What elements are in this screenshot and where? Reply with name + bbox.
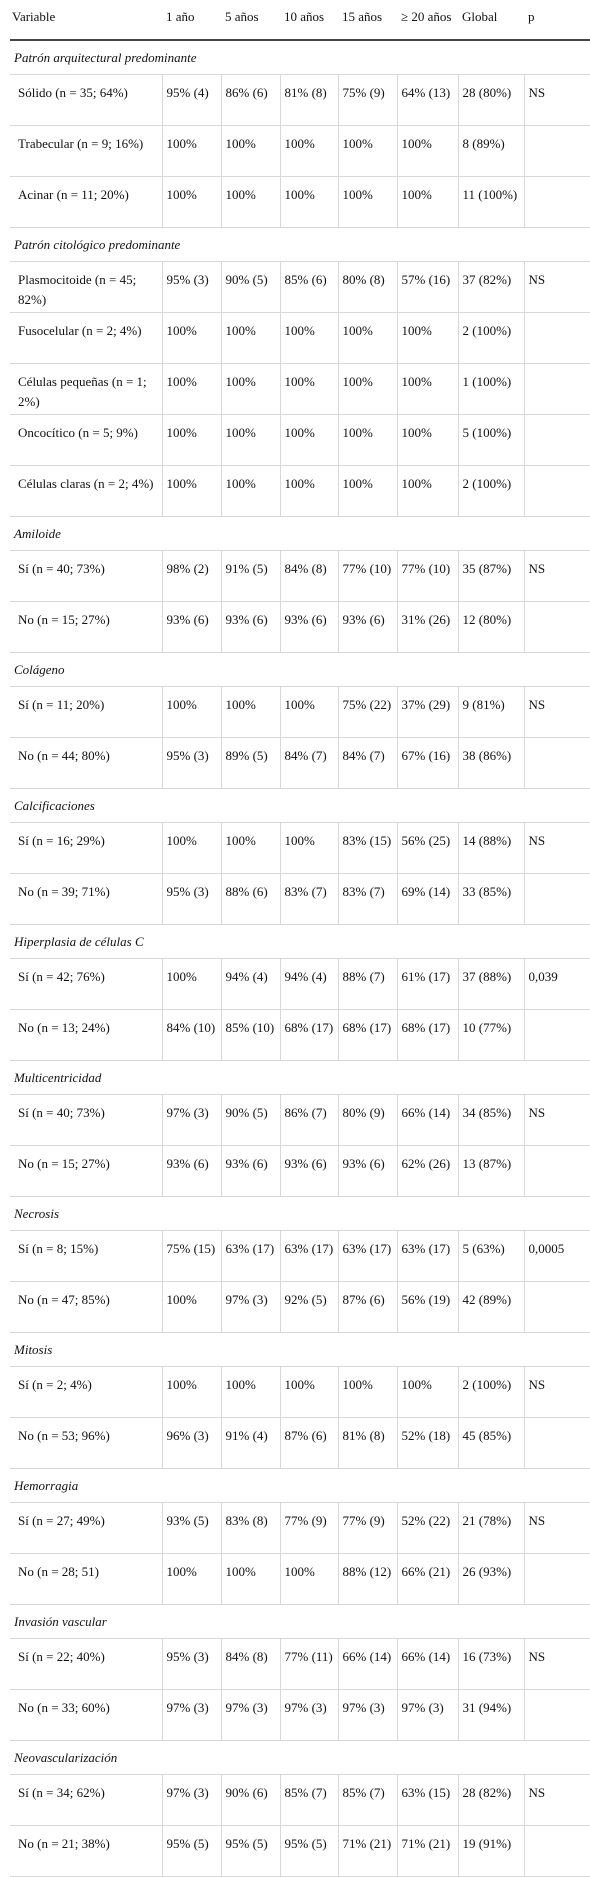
cell-5-years: 85% (10) [221, 1010, 280, 1061]
section-header-row [10, 653, 590, 687]
cell-p-value: NS [524, 1503, 590, 1554]
table-row [10, 415, 590, 466]
cell-20-plus-years: 71% (21) [397, 1826, 458, 1877]
section-title: Hemorragia [10, 1469, 590, 1503]
cell-global: 38 (86%) [458, 738, 524, 789]
cell-10-years: 92% (5) [280, 1282, 338, 1333]
cell-1-year: 93% (6) [162, 1146, 221, 1197]
cell-15-years: 87% (6) [338, 1282, 397, 1333]
cell-5-years: 100% [221, 823, 280, 874]
cell-5-years: 100% [221, 415, 280, 466]
cell-1-year: 100% [162, 1554, 221, 1605]
cell-1-year: 100% [162, 126, 221, 177]
cell-global: 33 (85%) [458, 874, 524, 925]
cell-1-year: 93% (5) [162, 1503, 221, 1554]
table-row [10, 738, 590, 789]
row-label: Sí (n = 2; 4%) [10, 1367, 162, 1418]
cell-5-years: 91% (5) [221, 551, 280, 602]
cell-p-value: NS [524, 687, 590, 738]
cell-20-plus-years: 66% (14) [397, 1095, 458, 1146]
section-header-row [10, 925, 590, 959]
cell-p-value: 0,0005 [524, 1231, 590, 1282]
row-label: Plasmocitoide (n = 45; 82%) [10, 262, 162, 313]
cell-1-year: 100% [162, 466, 221, 517]
cell-1-year: 98% (2) [162, 551, 221, 602]
cell-15-years: 80% (9) [338, 1095, 397, 1146]
cell-20-plus-years: 56% (19) [397, 1282, 458, 1333]
cell-1-year: 97% (3) [162, 1775, 221, 1826]
cell-5-years: 100% [221, 1554, 280, 1605]
cell-global: 28 (80%) [458, 75, 524, 126]
cell-10-years: 100% [280, 1554, 338, 1605]
row-label: Sí (n = 40; 73%) [10, 551, 162, 602]
cell-20-plus-years: 100% [397, 415, 458, 466]
header-10-years: 10 años [280, 0, 338, 40]
cell-1-year: 100% [162, 959, 221, 1010]
cell-10-years: 100% [280, 466, 338, 517]
row-label: No (n = 15; 27%) [10, 1146, 162, 1197]
table-row [10, 1690, 590, 1741]
cell-5-years: 100% [221, 687, 280, 738]
cell-15-years: 84% (7) [338, 738, 397, 789]
cell-10-years: 95% (5) [280, 1826, 338, 1877]
cell-global: 28 (82%) [458, 1775, 524, 1826]
table-row [10, 874, 590, 925]
header-global: Global [458, 0, 524, 40]
cell-p-value: NS [524, 75, 590, 126]
cell-global: 2 (100%) [458, 313, 524, 364]
cell-global: 10 (77%) [458, 1010, 524, 1061]
table-row [10, 1503, 590, 1554]
cell-15-years: 100% [338, 364, 397, 415]
table-row [10, 1418, 590, 1469]
cell-5-years: 83% (8) [221, 1503, 280, 1554]
cell-5-years: 90% (5) [221, 262, 280, 313]
cell-10-years: 94% (4) [280, 959, 338, 1010]
cell-20-plus-years: 61% (17) [397, 959, 458, 1010]
cell-10-years: 100% [280, 415, 338, 466]
cell-5-years: 93% (6) [221, 602, 280, 653]
cell-20-plus-years: 77% (10) [397, 551, 458, 602]
cell-5-years: 88% (6) [221, 874, 280, 925]
cell-20-plus-years: 100% [397, 1367, 458, 1418]
cell-10-years: 85% (7) [280, 1775, 338, 1826]
cell-20-plus-years: 100% [397, 177, 458, 228]
cell-p-value [524, 874, 590, 925]
survival-table [10, 0, 590, 1877]
cell-20-plus-years: 66% (14) [397, 1639, 458, 1690]
cell-15-years: 75% (22) [338, 687, 397, 738]
cell-1-year: 97% (3) [162, 1095, 221, 1146]
cell-p-value: NS [524, 262, 590, 313]
cell-1-year: 96% (3) [162, 1418, 221, 1469]
table-row [10, 823, 590, 874]
cell-1-year: 95% (3) [162, 262, 221, 313]
cell-10-years: 85% (6) [280, 262, 338, 313]
cell-15-years: 68% (17) [338, 1010, 397, 1061]
cell-10-years: 87% (6) [280, 1418, 338, 1469]
cell-p-value [524, 1418, 590, 1469]
table-row [10, 602, 590, 653]
cell-20-plus-years: 69% (14) [397, 874, 458, 925]
cell-10-years: 77% (11) [280, 1639, 338, 1690]
cell-10-years: 97% (3) [280, 1690, 338, 1741]
row-label: Sí (n = 8; 15%) [10, 1231, 162, 1282]
cell-p-value [524, 738, 590, 789]
cell-p-value: NS [524, 823, 590, 874]
cell-1-year: 100% [162, 177, 221, 228]
cell-global: 45 (85%) [458, 1418, 524, 1469]
table-row [10, 364, 590, 415]
cell-1-year: 95% (3) [162, 874, 221, 925]
cell-global: 8 (89%) [458, 126, 524, 177]
row-label: Sí (n = 40; 73%) [10, 1095, 162, 1146]
row-label: No (n = 44; 80%) [10, 738, 162, 789]
cell-15-years: 100% [338, 1367, 397, 1418]
cell-15-years: 100% [338, 313, 397, 364]
table-row [10, 177, 590, 228]
cell-20-plus-years: 66% (21) [397, 1554, 458, 1605]
cell-10-years: 100% [280, 364, 338, 415]
cell-15-years: 83% (15) [338, 823, 397, 874]
header-p-value: p [524, 0, 590, 40]
cell-15-years: 80% (8) [338, 262, 397, 313]
cell-1-year: 97% (3) [162, 1690, 221, 1741]
row-label: Oncocítico (n = 5; 9%) [10, 415, 162, 466]
cell-1-year: 100% [162, 687, 221, 738]
cell-20-plus-years: 100% [397, 313, 458, 364]
row-label: Sí (n = 42; 76%) [10, 959, 162, 1010]
cell-15-years: 88% (7) [338, 959, 397, 1010]
cell-global: 31 (94%) [458, 1690, 524, 1741]
cell-15-years: 93% (6) [338, 602, 397, 653]
cell-p-value [524, 313, 590, 364]
cell-5-years: 100% [221, 126, 280, 177]
row-label: Sí (n = 16; 29%) [10, 823, 162, 874]
row-label: No (n = 39; 71%) [10, 874, 162, 925]
row-label: No (n = 47; 85%) [10, 1282, 162, 1333]
cell-15-years: 83% (7) [338, 874, 397, 925]
section-title: Invasión vascular [10, 1605, 590, 1639]
section-header-row [10, 517, 590, 551]
cell-10-years: 84% (8) [280, 551, 338, 602]
table-row [10, 1146, 590, 1197]
section-header-row [10, 789, 590, 823]
section-title: Mitosis [10, 1333, 590, 1367]
cell-global: 19 (91%) [458, 1826, 524, 1877]
table-row [10, 466, 590, 517]
cell-1-year: 100% [162, 364, 221, 415]
cell-p-value [524, 1146, 590, 1197]
table-row [10, 1282, 590, 1333]
cell-1-year: 93% (6) [162, 602, 221, 653]
row-label: No (n = 53; 96%) [10, 1418, 162, 1469]
cell-p-value: NS [524, 1775, 590, 1826]
cell-15-years: 66% (14) [338, 1639, 397, 1690]
cell-p-value: NS [524, 1367, 590, 1418]
cell-global: 13 (87%) [458, 1146, 524, 1197]
cell-global: 11 (100%) [458, 177, 524, 228]
cell-20-plus-years: 62% (26) [397, 1146, 458, 1197]
cell-15-years: 88% (12) [338, 1554, 397, 1605]
row-label: No (n = 28; 51) [10, 1554, 162, 1605]
cell-10-years: 100% [280, 313, 338, 364]
cell-10-years: 68% (17) [280, 1010, 338, 1061]
cell-20-plus-years: 52% (18) [397, 1418, 458, 1469]
section-title: Necrosis [10, 1197, 590, 1231]
cell-5-years: 89% (5) [221, 738, 280, 789]
cell-15-years: 77% (10) [338, 551, 397, 602]
cell-20-plus-years: 100% [397, 126, 458, 177]
row-label: Fusocelular (n = 2; 4%) [10, 313, 162, 364]
header-1-year: 1 año [162, 0, 221, 40]
cell-10-years: 84% (7) [280, 738, 338, 789]
row-label: No (n = 15; 27%) [10, 602, 162, 653]
cell-15-years: 71% (21) [338, 1826, 397, 1877]
cell-10-years: 100% [280, 1367, 338, 1418]
section-title: Neovascularización [10, 1741, 590, 1775]
row-label: Células claras (n = 2; 4%) [10, 466, 162, 517]
cell-p-value: NS [524, 1639, 590, 1690]
cell-global: 16 (73%) [458, 1639, 524, 1690]
cell-20-plus-years: 97% (3) [397, 1690, 458, 1741]
cell-p-value [524, 415, 590, 466]
section-title: Patrón arquitectural predominante [10, 40, 590, 75]
header-variable: Variable [10, 0, 162, 40]
cell-1-year: 100% [162, 823, 221, 874]
table-row [10, 262, 590, 313]
cell-20-plus-years: 31% (26) [397, 602, 458, 653]
cell-5-years: 100% [221, 1367, 280, 1418]
cell-1-year: 95% (4) [162, 75, 221, 126]
table-row [10, 1554, 590, 1605]
cell-5-years: 63% (17) [221, 1231, 280, 1282]
cell-1-year: 100% [162, 1282, 221, 1333]
cell-20-plus-years: 52% (22) [397, 1503, 458, 1554]
section-header-row [10, 1061, 590, 1095]
table-row [10, 687, 590, 738]
cell-p-value [524, 126, 590, 177]
cell-20-plus-years: 37% (29) [397, 687, 458, 738]
cell-global: 14 (88%) [458, 823, 524, 874]
cell-5-years: 95% (5) [221, 1826, 280, 1877]
cell-10-years: 63% (17) [280, 1231, 338, 1282]
cell-10-years: 86% (7) [280, 1095, 338, 1146]
cell-5-years: 97% (3) [221, 1690, 280, 1741]
row-label: Células pequeñas (n = 1; 2%) [10, 364, 162, 415]
cell-1-year: 100% [162, 415, 221, 466]
cell-20-plus-years: 57% (16) [397, 262, 458, 313]
cell-global: 21 (78%) [458, 1503, 524, 1554]
table-body [10, 40, 590, 1877]
section-title: Multicentricidad [10, 1061, 590, 1095]
row-label: Sí (n = 22; 40%) [10, 1639, 162, 1690]
cell-20-plus-years: 68% (17) [397, 1010, 458, 1061]
cell-10-years: 93% (6) [280, 1146, 338, 1197]
cell-10-years: 81% (8) [280, 75, 338, 126]
cell-5-years: 91% (4) [221, 1418, 280, 1469]
cell-5-years: 100% [221, 177, 280, 228]
cell-20-plus-years: 63% (15) [397, 1775, 458, 1826]
cell-5-years: 97% (3) [221, 1282, 280, 1333]
row-label: Sólido (n = 35; 64%) [10, 75, 162, 126]
cell-1-year: 95% (3) [162, 738, 221, 789]
cell-10-years: 83% (7) [280, 874, 338, 925]
cell-global: 5 (63%) [458, 1231, 524, 1282]
table-row [10, 1639, 590, 1690]
cell-5-years: 100% [221, 313, 280, 364]
table-header-row [10, 0, 590, 40]
cell-10-years: 100% [280, 823, 338, 874]
row-label: No (n = 21; 38%) [10, 1826, 162, 1877]
cell-1-year: 95% (5) [162, 1826, 221, 1877]
cell-15-years: 97% (3) [338, 1690, 397, 1741]
section-header-row [10, 1333, 590, 1367]
cell-10-years: 93% (6) [280, 602, 338, 653]
cell-global: 37 (82%) [458, 262, 524, 313]
cell-p-value [524, 177, 590, 228]
section-title: Colágeno [10, 653, 590, 687]
table-row [10, 959, 590, 1010]
section-header-row [10, 1605, 590, 1639]
cell-global: 2 (100%) [458, 1367, 524, 1418]
cell-5-years: 93% (6) [221, 1146, 280, 1197]
cell-10-years: 100% [280, 126, 338, 177]
table-row [10, 126, 590, 177]
cell-15-years: 100% [338, 466, 397, 517]
cell-global: 42 (89%) [458, 1282, 524, 1333]
cell-15-years: 81% (8) [338, 1418, 397, 1469]
section-title: Calcificaciones [10, 789, 590, 823]
header-20-plus-years: ≥ 20 años [397, 0, 458, 40]
cell-global: 9 (81%) [458, 687, 524, 738]
cell-1-year: 75% (15) [162, 1231, 221, 1282]
cell-1-year: 95% (3) [162, 1639, 221, 1690]
cell-p-value [524, 1282, 590, 1333]
cell-5-years: 100% [221, 466, 280, 517]
section-title: Amiloide [10, 517, 590, 551]
cell-5-years: 90% (6) [221, 1775, 280, 1826]
cell-20-plus-years: 63% (17) [397, 1231, 458, 1282]
cell-15-years: 100% [338, 126, 397, 177]
cell-global: 34 (85%) [458, 1095, 524, 1146]
cell-15-years: 100% [338, 177, 397, 228]
cell-1-year: 100% [162, 313, 221, 364]
section-title: Hiperplasia de células C [10, 925, 590, 959]
row-label: Acinar (n = 11; 20%) [10, 177, 162, 228]
table-row [10, 1231, 590, 1282]
row-label: Trabecular (n = 9; 16%) [10, 126, 162, 177]
cell-5-years: 90% (5) [221, 1095, 280, 1146]
cell-20-plus-years: 67% (16) [397, 738, 458, 789]
section-header-row [10, 1741, 590, 1775]
cell-10-years: 100% [280, 687, 338, 738]
cell-20-plus-years: 56% (25) [397, 823, 458, 874]
cell-10-years: 100% [280, 177, 338, 228]
cell-5-years: 100% [221, 364, 280, 415]
section-header-row [10, 40, 590, 75]
table-row [10, 1826, 590, 1877]
row-label: Sí (n = 27; 49%) [10, 1503, 162, 1554]
cell-p-value: NS [524, 551, 590, 602]
table-row [10, 1367, 590, 1418]
cell-15-years: 100% [338, 415, 397, 466]
cell-1-year: 100% [162, 1367, 221, 1418]
table-row [10, 313, 590, 364]
table-row [10, 551, 590, 602]
cell-global: 1 (100%) [458, 364, 524, 415]
cell-p-value [524, 364, 590, 415]
cell-p-value: 0,039 [524, 959, 590, 1010]
cell-5-years: 94% (4) [221, 959, 280, 1010]
cell-15-years: 75% (9) [338, 75, 397, 126]
section-header-row [10, 1197, 590, 1231]
table-row [10, 1010, 590, 1061]
cell-global: 26 (93%) [458, 1554, 524, 1605]
cell-global: 5 (100%) [458, 415, 524, 466]
cell-p-value [524, 466, 590, 517]
cell-10-years: 77% (9) [280, 1503, 338, 1554]
row-label: No (n = 33; 60%) [10, 1690, 162, 1741]
cell-global: 35 (87%) [458, 551, 524, 602]
header-5-years: 5 años [221, 0, 280, 40]
section-header-row [10, 228, 590, 262]
cell-global: 37 (88%) [458, 959, 524, 1010]
cell-15-years: 63% (17) [338, 1231, 397, 1282]
cell-20-plus-years: 100% [397, 364, 458, 415]
section-title: Patrón citológico predominante [10, 228, 590, 262]
section-header-row [10, 1469, 590, 1503]
cell-5-years: 86% (6) [221, 75, 280, 126]
cell-1-year: 84% (10) [162, 1010, 221, 1061]
table-row [10, 75, 590, 126]
cell-global: 12 (80%) [458, 602, 524, 653]
row-label: Sí (n = 11; 20%) [10, 687, 162, 738]
cell-p-value: NS [524, 1095, 590, 1146]
row-label: No (n = 13; 24%) [10, 1010, 162, 1061]
cell-15-years: 93% (6) [338, 1146, 397, 1197]
cell-5-years: 84% (8) [221, 1639, 280, 1690]
cell-p-value [524, 1010, 590, 1061]
cell-p-value [524, 1554, 590, 1605]
cell-15-years: 85% (7) [338, 1775, 397, 1826]
cell-p-value [524, 1690, 590, 1741]
table-row [10, 1095, 590, 1146]
cell-p-value [524, 1826, 590, 1877]
header-15-years: 15 años [338, 0, 397, 40]
row-label: Sí (n = 34; 62%) [10, 1775, 162, 1826]
table-row [10, 1775, 590, 1826]
cell-global: 2 (100%) [458, 466, 524, 517]
cell-20-plus-years: 100% [397, 466, 458, 517]
cell-20-plus-years: 64% (13) [397, 75, 458, 126]
cell-15-years: 77% (9) [338, 1503, 397, 1554]
cell-p-value [524, 602, 590, 653]
